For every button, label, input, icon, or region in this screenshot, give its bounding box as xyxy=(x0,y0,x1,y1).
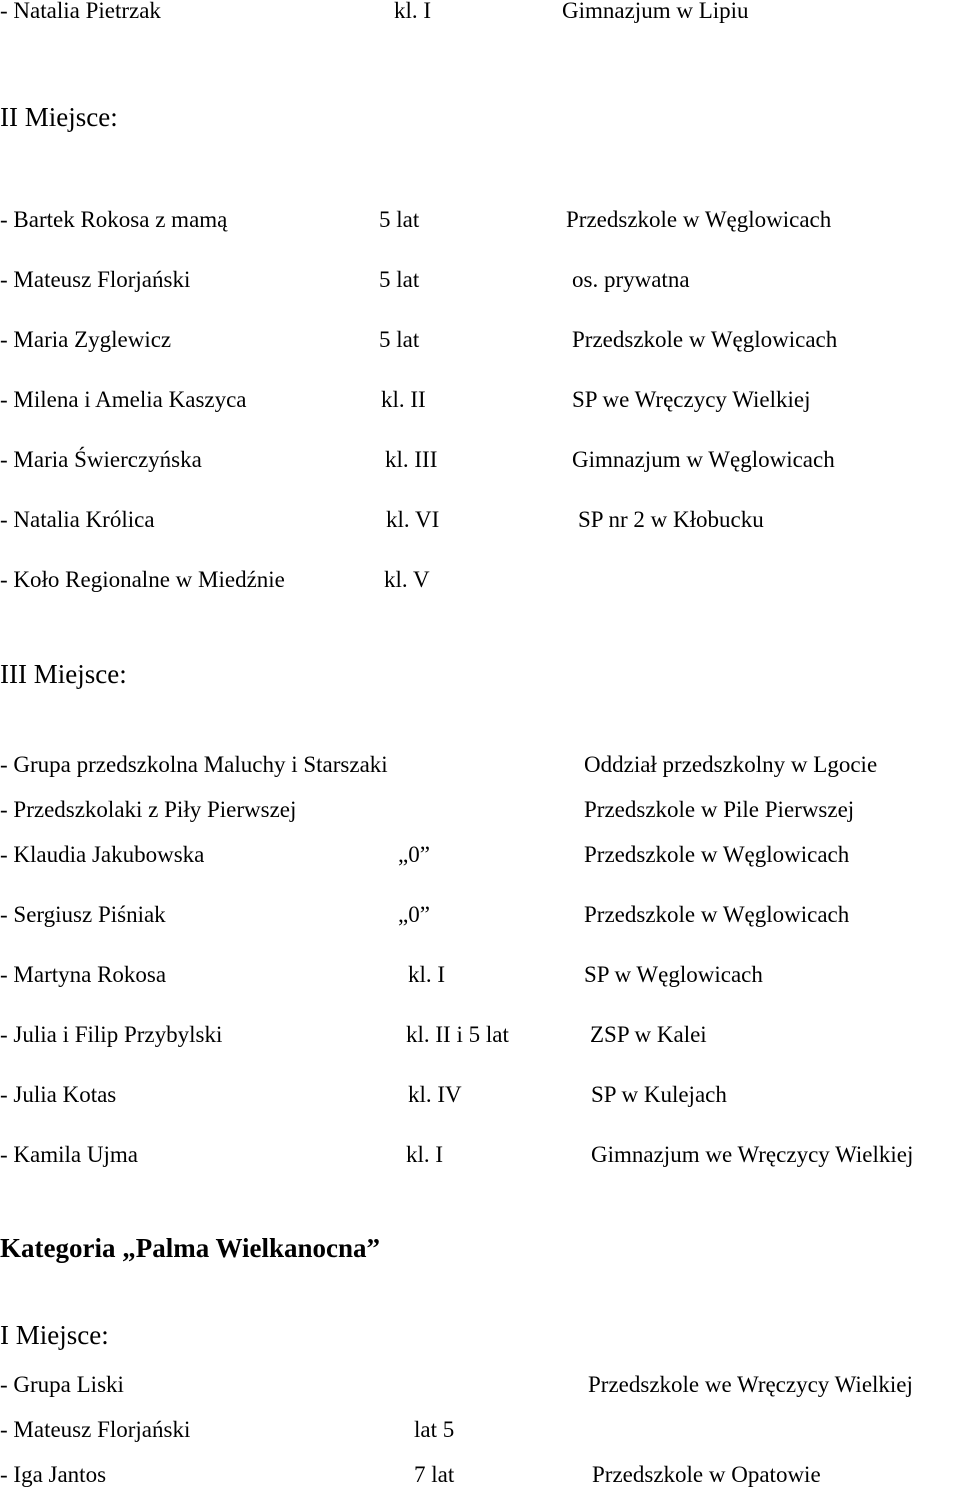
entry-school: SP w Węglowicach xyxy=(584,962,763,987)
entry-class: 7 lat xyxy=(414,1462,455,1487)
entry-name: - Martyna Rokosa xyxy=(0,962,167,987)
entry-class: kl. III xyxy=(385,447,438,472)
entry-name: - Przedszkolaki z Piły Pierwszej xyxy=(0,797,297,822)
entry-class: „0” xyxy=(398,902,430,927)
entry-class: „0” xyxy=(398,842,430,867)
entry-class: kl. II xyxy=(381,387,426,412)
entry-school: Przedszkole w Węglowicach xyxy=(584,902,850,927)
category-heading: Kategoria „Palma Wielkanocna” xyxy=(0,1233,380,1263)
entry-class: kl. II i 5 lat xyxy=(406,1022,509,1047)
entry-class: 5 lat xyxy=(379,267,420,292)
entry-class: 5 lat xyxy=(379,327,420,352)
entry-school: SP nr 2 w Kłobucku xyxy=(578,507,764,532)
entry-name: - Milena i Amelia Kaszyca xyxy=(0,387,247,412)
section-heading-i-place: I Miejsce: xyxy=(0,1320,109,1350)
entry-name: - Sergiusz Piśniak xyxy=(0,902,166,927)
entry-class: kl. IV xyxy=(408,1082,462,1107)
entry-name: - Kamila Ujma xyxy=(0,1142,138,1167)
entry-school: Przedszkole w Węglowicach xyxy=(584,842,850,867)
entry-class: kl. I xyxy=(406,1142,444,1167)
entry-school: SP w Kulejach xyxy=(591,1082,727,1107)
entry-school: Przedszkole w Pile Pierwszej xyxy=(584,797,855,822)
entry-school: Gimnazjum w Węglowicach xyxy=(572,447,835,472)
entry-school: Przedszkole we Wręczycy Wielkiej xyxy=(588,1372,913,1397)
entry-name: - Mateusz Florjański xyxy=(0,267,191,292)
entry-class: 5 lat xyxy=(379,207,420,232)
entry-name: - Bartek Rokosa z mamą xyxy=(0,207,228,232)
entry-name: - Maria Zyglewicz xyxy=(0,327,172,352)
entry-name: - Koło Regionalne w Miedźnie xyxy=(0,567,285,592)
entry-class: kl. I xyxy=(408,962,446,987)
entry-name: - Grupa Liski xyxy=(0,1372,124,1397)
section-heading-ii-place: II Miejsce: xyxy=(0,102,118,132)
entry-class: kl. VI xyxy=(386,507,440,532)
section-heading-iii-place: III Miejsce: xyxy=(0,659,127,689)
entry-school: os. prywatna xyxy=(572,267,690,292)
entry-name: - Grupa przedszkolna Maluchy i Starszaki xyxy=(0,752,388,777)
entry-name: - Julia i Filip Przybylski xyxy=(0,1022,223,1047)
entry-class: kl. I xyxy=(394,0,432,23)
entry-name: - Natalia Pietrzak xyxy=(0,0,161,23)
entry-school: Gimnazjum w Lipiu xyxy=(562,0,749,23)
entry-school: Przedszkole w Węglowicach xyxy=(572,327,838,352)
entry-name: - Klaudia Jakubowska xyxy=(0,842,205,867)
entry-class: lat 5 xyxy=(414,1417,455,1442)
entry-name: - Natalia Królica xyxy=(0,507,155,532)
entry-name: - Julia Kotas xyxy=(0,1082,117,1107)
entry-school: Gimnazjum we Wręczycy Wielkiej xyxy=(591,1142,914,1167)
entry-school: Oddział przedszkolny w Lgocie xyxy=(584,752,878,777)
entry-class: kl. V xyxy=(384,567,430,592)
entry-school: Przedszkole w Opatowie xyxy=(592,1462,821,1487)
entry-name: - Iga Jantos xyxy=(0,1462,107,1487)
entry-school: ZSP w Kalei xyxy=(590,1022,707,1047)
entry-school: SP we Wręczycy Wielkiej xyxy=(572,387,811,412)
entry-name: - Mateusz Florjański xyxy=(0,1417,191,1442)
entry-school: Przedszkole w Węglowicach xyxy=(566,207,832,232)
entry-name: - Maria Świerczyńska xyxy=(0,447,202,472)
